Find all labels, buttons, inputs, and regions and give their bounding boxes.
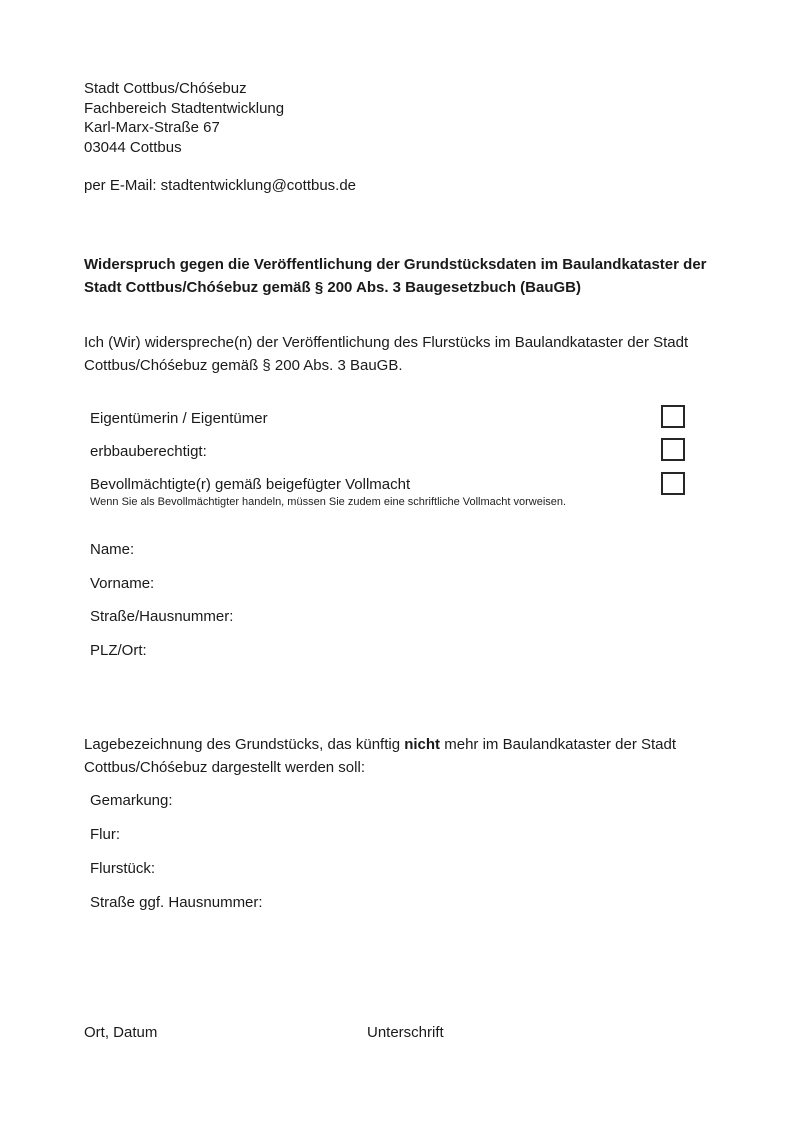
field-label-strasse-hausnummer: Straße/Hausnummer: xyxy=(90,608,234,625)
location-intro-pre: Lagebezeichnung des Grundstücks, das künftig xyxy=(84,736,405,753)
eigentuemer-checkbox[interactable] xyxy=(661,405,685,428)
recipient-department: Fachbereich Stadtentwicklung xyxy=(84,99,285,117)
location-intro-bold: nicht xyxy=(404,736,441,753)
recipient-city: Stadt Cottbus/Chóśebuz xyxy=(84,80,247,97)
field-label-name: Name: xyxy=(90,541,135,558)
declaration-line-1: Ich (Wir) widerspreche(n) der Veröffentlichung des Flurstücks im Baulandkataster der Stadt xyxy=(84,334,689,351)
subject-title xyxy=(84,253,724,299)
field-label-strasse-ggf-hausnummer: Straße ggf. Hausnummer: xyxy=(90,894,263,911)
declaration-line-2: Cottbus/Chóśebuz gemäß § 200 Abs. 3 BauGB. xyxy=(84,357,403,374)
signature-label: Unterschrift xyxy=(367,1024,444,1041)
field-label-plz-ort: PLZ/Ort: xyxy=(90,642,147,659)
field-label-gemarkung: Gemarkung: xyxy=(90,792,173,809)
field-label-flur: Flur: xyxy=(90,826,120,843)
location-intro-line-2: Cottbus/Chóśebuz dargestellt werden soll: xyxy=(84,759,365,776)
role-label-eigentuemer: Eigentümerin / Eigentümer xyxy=(90,410,268,427)
location-intro xyxy=(84,733,724,779)
bevollmaechtigte-checkbox[interactable] xyxy=(661,472,685,495)
recipient-street: Karl-Marx-Straße 67 xyxy=(84,119,220,136)
vollmacht-note: Wenn Sie als Bevollmächtigter handeln, müssen Sie zudem eine schriftliche Vollmacht vorweisen. xyxy=(90,496,567,508)
field-label-flurstueck: Flurstück: xyxy=(90,860,156,877)
erbbauberechtigt-checkbox[interactable] xyxy=(661,438,685,461)
place-date-label: Ort, Datum xyxy=(84,1024,158,1041)
subject-title-line-2: Stadt Cottbus/Chóśebuz gemäß § 200 Abs. 3 Baugesetzbuch (BauGB) xyxy=(84,279,582,296)
role-label-erbbauberechtigt: erbbauberechtigt: xyxy=(90,443,207,460)
recipient-postal-city: 03044 Cottbus xyxy=(84,138,182,156)
recipient-address xyxy=(84,79,284,157)
field-label-vorname: Vorname: xyxy=(90,575,155,592)
location-intro-post: mehr im Baulandkataster der Stadt xyxy=(440,736,677,753)
subject-title-line-1: Widerspruch gegen die Veröffentlichung der Grundstücksdaten im Baulandkataster der xyxy=(84,256,707,273)
declaration-text xyxy=(84,331,724,377)
role-label-bevollmaechtigte: Bevollmächtigte(r) gemäß beigefügter Vollmacht xyxy=(90,476,411,493)
location-intro-line-1 xyxy=(84,733,724,756)
email-line: per E-Mail: stadtentwicklung@cottbus.de xyxy=(84,177,357,194)
